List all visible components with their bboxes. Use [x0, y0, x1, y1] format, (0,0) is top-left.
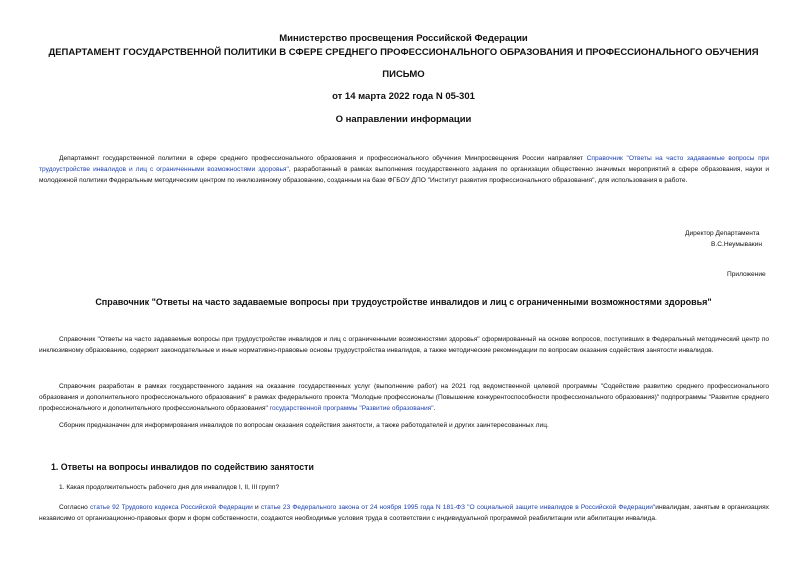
federal-law-link[interactable]: статье 23 Федерального закона от 24 ноября 1995 года N 181-ФЗ "О социальной защите инвалидов в Российской Федерации" — [260, 504, 656, 511]
question-1: 1. Какая продолжительность рабочего дня для инвалидов I, II, III групп? — [59, 484, 280, 491]
education-program-link[interactable]: государственной программы "Развитие образования" — [269, 404, 434, 412]
department-name: ДЕПАРТАМЕНТ ГОСУДАРСТВЕННОЙ ПОЛИТИКИ В СФЕРЕ СРЕДНЕГО ПРОФЕССИОНАЛЬНОГО ОБРАЗОВАНИЯ И ПРОФЕССИОНАЛЬНОГО ОБУЧЕНИЯ — [48, 47, 759, 58]
document-subject: О направлении информации — [335, 114, 472, 125]
signature-position: Директор Департамента — [685, 230, 760, 237]
handbook-paragraph-2-text: Справочник разработан в рамках государственного задания на оказание государственных услуг (выполнение работ) на 2021 год ведомственной целевой программы "Содействие развитию среднего профессионального образования и дополнительного профессионального образования" в рамках федерального проекта "Молодые профессионалы (Повышение конкурентоспособности профессионального образования)" подпрограммы "Развитие среднего профессионального и дополнительного профессионального образования" — [39, 383, 769, 412]
answer-prefix: Согласно — [59, 504, 90, 511]
intro-paragraph — [39, 154, 769, 186]
answer-1 — [39, 503, 769, 525]
signature-block — [685, 228, 762, 250]
document-type: ПИСЬМО — [382, 69, 425, 80]
answer-and: и — [252, 504, 261, 511]
labor-code-link[interactable]: статье 92 Трудового кодекса Российской Федерации — [90, 504, 253, 511]
handbook-paragraph-2-end: . — [433, 404, 436, 412]
ministry-name: Министерство просвещения Российской Федерации — [279, 33, 528, 44]
handbook-link[interactable]: Справочник "Ответы на часто задаваемые вопросы при трудоустройстве инвалидов и лиц с ограниченными возможностями здоровья" — [39, 155, 769, 173]
handbook-paragraph-3: Сборник предназначен для информирования инвалидов по вопросам оказания содействия занятости, а также работодателей и других заинтересованных лиц. — [59, 422, 549, 429]
appendix-label: Приложение — [727, 271, 766, 278]
answer-rest: инвалидам, занятым в организациях независимо от организационно-правовых форм и форм собственности, создаются необходимые условия труда в соответствии с индивидуальной программой реабилитации или абилитации инвалида. — [39, 504, 769, 522]
handbook-paragraph-1: Справочник "Ответы на часто задаваемые вопросы при трудоустройстве инвалидов и лиц с ограниченными возможностями здоровья" сформированный на основе вопросов, поступивших в Федеральный методический центр по инклюзивному образованию, содержит законодательные и иные нормативно-правовые основы трудоустройства инвалидов, а также методические рекомендации по вопросам оказания содействия занятости инвалидов. — [39, 336, 769, 354]
signature-name: В.С.Неумывакин — [711, 241, 762, 248]
intro-text-1: Департамент государственной политики в сфере среднего профессионального образования и профессионального обучения Минпросвещения России направляет — [59, 155, 587, 162]
handbook-title: Справочник "Ответы на часто задаваемые вопросы при трудоустройстве инвалидов и лиц с ограниченными возможностями здоровья" — [95, 297, 712, 307]
document-date-number: от 14 марта 2022 года N 05-301 — [332, 91, 475, 102]
section-1-heading: 1. Ответы на вопросы инвалидов по содействию занятости — [51, 462, 314, 472]
handbook-paragraph-2 — [39, 382, 769, 414]
intro-text-2: , разработанный в рамках выполнения государственного задания по организации общественно значимых мероприятий в сфере образования, науки и молодежной политики Федеральным методическим центром по инклюзивному образованию, созданным на базе ФГБОУ ДПО "Институт развития профессионального образования", для использования в работе. — [39, 165, 770, 184]
